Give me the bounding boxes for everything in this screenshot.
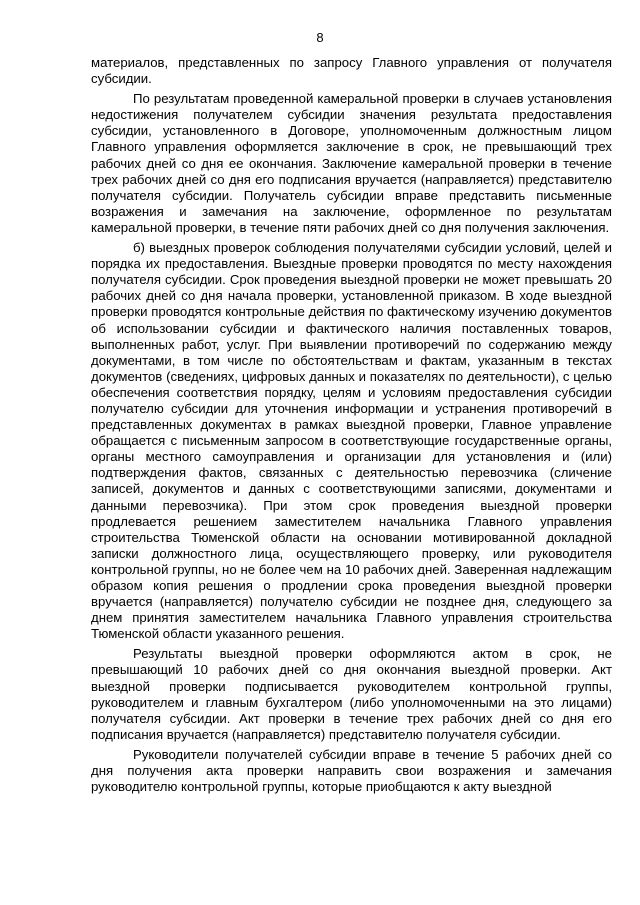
paragraph-cameral-check-results: По результатам проведенной камеральной проверки в случаев установления недостижения получателем субсидии значения результата предоставления субсидии, установленного в Договоре, уполномоченным должностным лицом Главного управления оформляется заключение в срок, не превышающий трех рабочих дней со дня ее окончания. Заключение камеральной проверки в течение трех рабочих дней со дня его подписания вручается (направляется) представителю получателя субсидии. Получатель субсидии вправе представить письменные возражения и замечания на заключение, оформленное по результатам камеральной проверки, в течение пяти рабочих дней со дня получения заключения. <box>91 91 612 235</box>
paragraph-objections: Руководители получателей субсидии вправе в течение 5 рабочих дней со дня получения акта проверки направить свои возражения и замечания руководителю контрольной группы, которые приобщаются к акту выездной <box>91 746 612 795</box>
paragraph-field-check-results: Результаты выездной проверки оформляются актом в срок, не превышающий 10 рабочих дней со дня окончания выездной проверки. Акт выездной проверки подписывается руководителем контрольной группы, руководителем и главным бухгалтером (либо уполномоченными на это лицами) получателя субсидии. Акт проверки в течение трех рабочих дней со дня его подписания вручается (направляется) представителю получателя субсидии. <box>91 646 612 742</box>
page-number: 8 <box>316 30 324 45</box>
document-body <box>91 55 612 799</box>
paragraph-field-checks: б) выездных проверок соблюдения получателями субсидии условий, целей и порядка их предоставления. Выездные проверки проводятся по месту нахождения получателя субсидии. Срок проведения выездной проверки не может превышать 20 рабочих дней со дня начала проверки, установленной приказом. В ходе выездной проверки проводятся контрольные действия по фактическому изучению документов об использовании субсидии и фактического наличия поставленных товаров, выполненных работ, услуг. При выявлении противоречий по содержанию между документами, в том числе по обстоятельствам и фактам, указанным в текстах документов (сведениях, цифровых данных и показателях по деятельности), с целью обеспечения соответствия порядку, целям и условиям предоставления субсидии получателю субсидии для уточнения информации и устранения противоречий в представленных документах в рамках выездной проверки, Главное управление обращается с письменным запросом в соответствующие государственные органы, органы местного самоуправления и организации для установления и (или) подтверждения фактов, связанных с деятельностью перевозчика (сличение записей, документов и данных с соответствующими записями, документами и данными перевозчика). При этом срок проведения выездной проверки продлевается решением заместителем начальника Главного управления строительства Тюменской области на основании мотивированной докладной записки должностного лица, осуществляющего проверку, или руководителя контрольной группы, но не более чем на 10 рабочих дней. Заверенная надлежащим образом копия решения о продлении срока проведения выездной проверки вручается (направляется) получателю субсидии не позднее дня, следующего за днем принятия заместителем начальника Главного управления строительства Тюменской области указанного решения. <box>91 240 612 642</box>
paragraph-continuation: материалов, представленных по запросу Главного управления от получателя субсидии. <box>91 55 612 87</box>
